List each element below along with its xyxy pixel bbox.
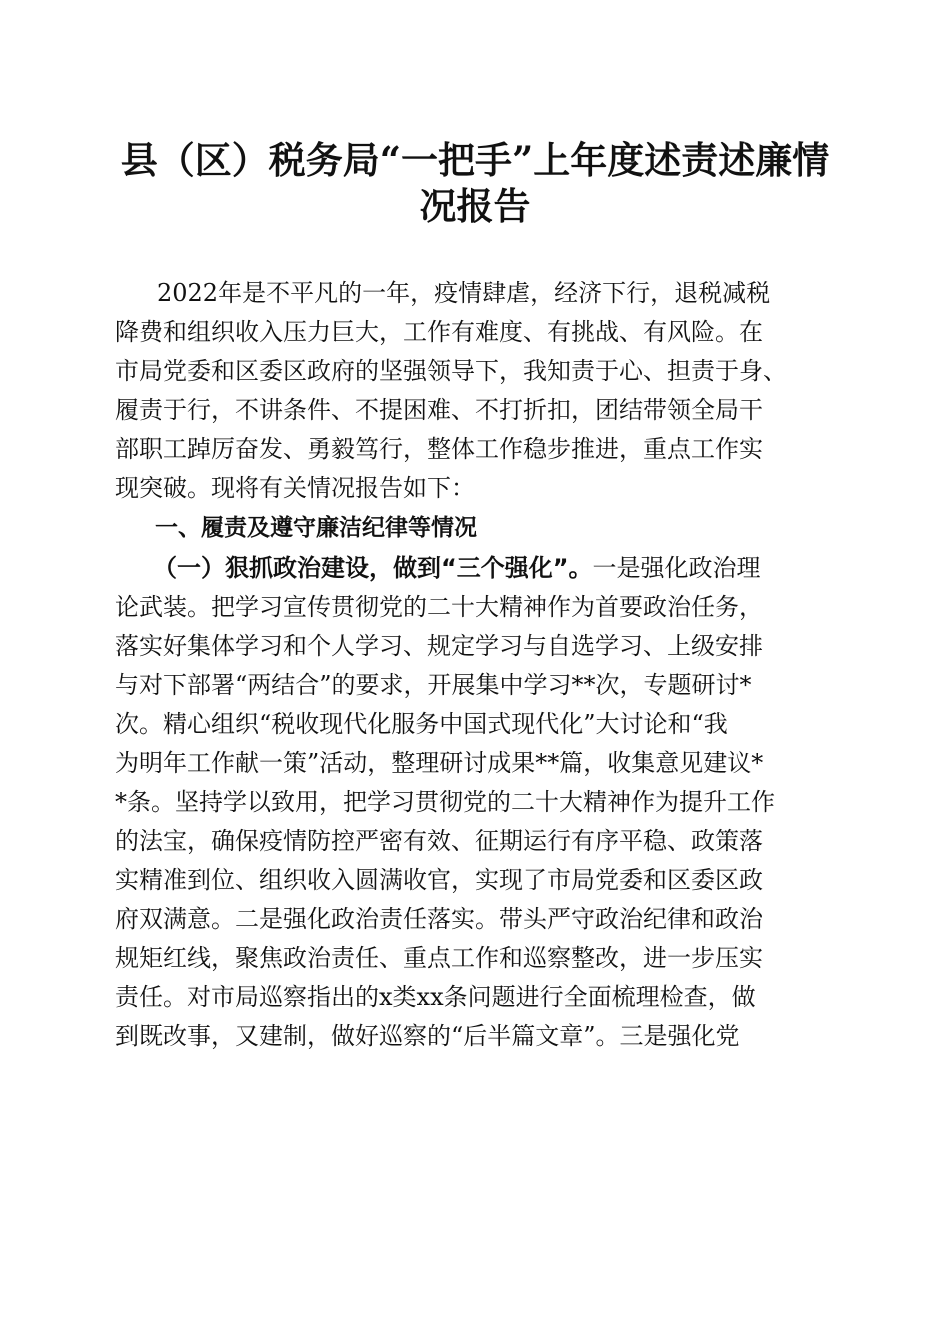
- paragraph-line: 实精准到位、组织收入圆满收官，实现了市局党委和区委区政: [115, 866, 763, 894]
- paragraph-line: 现突破。现将有关情况报告如下：: [115, 474, 475, 502]
- paragraph-line: 2022年是不平凡的一年，疫情肆虐，经济下行，退税减税: [157, 279, 771, 307]
- paragraph-line: 次。精心组织“税收现代化服务中国式现代化”大讨论和“我: [115, 710, 728, 738]
- paragraph-line: 落实好集体学习和个人学习、规定学习与自选学习、上级安排: [115, 632, 763, 660]
- document-body: [115, 274, 825, 1056]
- paragraph-line: 市局党委和区委区政府的坚强领导下，我知责于心、担责于身、: [115, 357, 787, 385]
- subsection-heading: （一）狠抓政治建设，做到“三个强化”。: [153, 554, 593, 582]
- paragraph-line: 论武装。把学习宣传贯彻党的二十大精神作为首要政治任务，: [115, 593, 763, 621]
- paragraph-line: *条。坚持学以致用，把学习贯彻党的二十大精神作为提升工作: [115, 788, 775, 816]
- paragraph-line: 为明年工作献一策”活动，整理研讨成果**篇，收集意见建议*: [115, 749, 764, 777]
- section-heading: 一、履责及遵守廉洁纪律等情况: [155, 515, 477, 541]
- paragraph-line: 部职工踔厉奋发、勇毅笃行，整体工作稳步推进，重点工作实: [115, 435, 763, 463]
- subsection-first-line: [115, 549, 825, 588]
- paragraph-line: 降费和组织收入压力巨大，工作有难度、有挑战、有风险。在: [115, 318, 763, 346]
- document-title-line-2: 况报告: [419, 184, 531, 228]
- paragraph-line: 规矩红线，聚焦政治责任、重点工作和巡察整改，进一步压实: [115, 944, 763, 972]
- paragraph-line: 与对下部署“两结合”的要求，开展集中学习**次，专题研讨*: [115, 671, 752, 699]
- subsection-first-line-text: 一是强化政治理: [592, 554, 761, 582]
- paragraph-line: 责任。对市局巡察指出的x类xx条问题进行全面梳理检查，做: [115, 983, 756, 1011]
- paragraph-line: 的法宝，确保疫情防控严密有效、征期运行有序平稳、政策落: [115, 827, 763, 855]
- paragraph-line: 到既改事，又建制，做好巡察的“后半篇文章”。三是强化党: [115, 1022, 740, 1050]
- paragraph-line: 履责于行，不讲条件、不提困难、不打折扣，团结带领全局干: [115, 396, 763, 424]
- document-title-line-1: 县（区）税务局“一把手”上年度述责述廉情: [120, 138, 830, 182]
- paragraph-line: 府双满意。二是强化政治责任落实。带头严守政治纪律和政治: [115, 905, 763, 933]
